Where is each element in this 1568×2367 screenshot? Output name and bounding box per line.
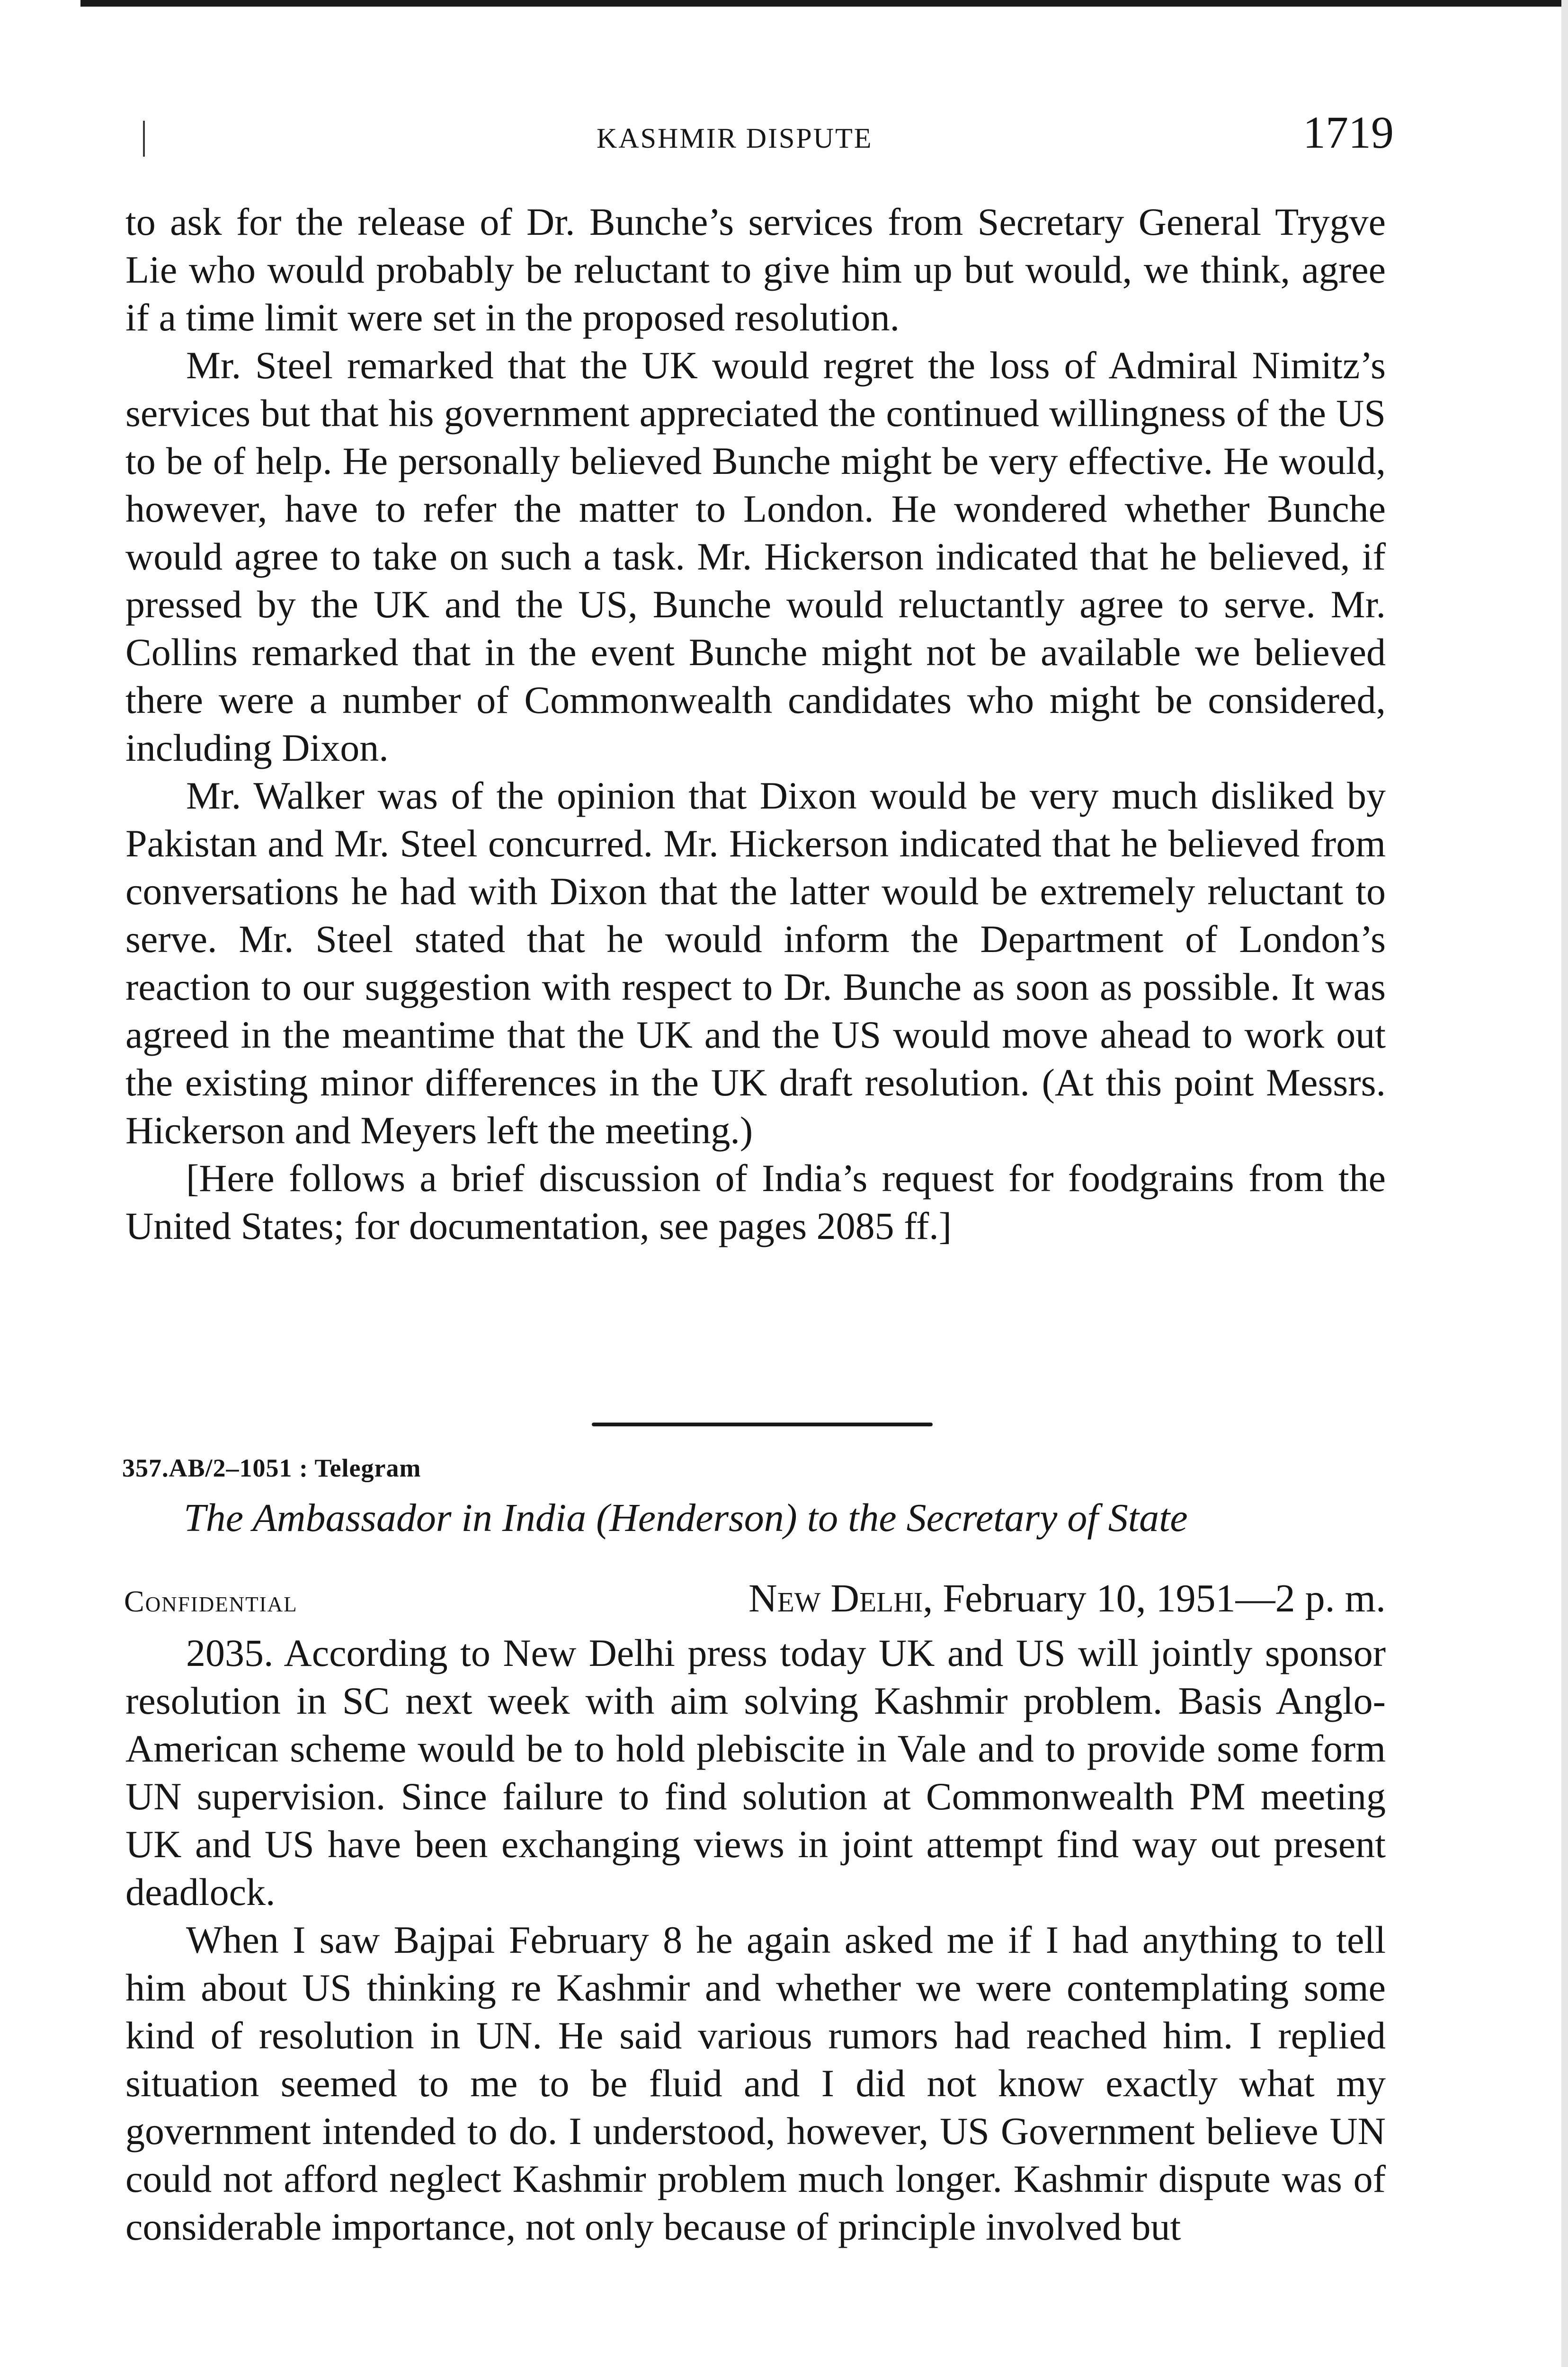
telegram-paragraph-2: When I saw Bajpai February 8 he again asked me if I had anything to tell him about US thinking re Kashmir and whether we were contemplating some kind of resolution in UN. He said various rumors had reached him. I replied situation seemed to me to be fluid and I did not know exactly what my government intended to do. I understood, however, US Government believe UN could not afford neglect Kashmir problem much longer. Kashmir dispute was of considerable importance, not only because of principle involved but <box>125 1918 1386 2248</box>
telegram-body <box>125 1581 1386 2251</box>
margin-mark <box>143 121 145 157</box>
top-scan-rule <box>80 0 1568 7</box>
dateline-date: February 10, 1951—2 p. m. <box>943 1576 1386 1620</box>
page-edge-shadow <box>1561 0 1568 2367</box>
memo-body <box>125 198 1386 1250</box>
document-heading: The Ambassador in India (Henderson) to the Secretary of State <box>184 1496 1188 1540</box>
page-number: 1719 <box>1303 107 1394 158</box>
file-reference: 357.AB/2–1051 : Telegram <box>122 1454 421 1482</box>
classification-label: Confidential <box>124 1584 298 1618</box>
section-divider <box>592 1423 933 1426</box>
telegram-paragraph-1: 2035. According to New Delhi press today UK and US will jointly sponsor resolution in SC next week with aim solving Kashmir problem. Basis Anglo-American scheme would be to hold plebiscite in Vale and to provide some form UN supervision. Since failure to find solution at Commonwealth PM meeting UK and US have been exchanging views in joint attempt find way out present deadlock. <box>125 1631 1386 1913</box>
memo-paragraph-2: Mr. Steel remarked that the UK would regret the loss of Admiral Nimitz’s services but that his government appreciated the continued willingness of the US to be of help. He personally believed Bunche might be very effective. He would, however, have to refer the matter to London. He wondered whether Bunche would agree to take on such a task. Mr. Hickerson indicated that he believed, if pressed by the UK and the US, Bunche would reluctantly agree to serve. Mr. Collins remarked that in the event Bunche might not be available we believed there were a number of Commonwealth candidates who might be considered, including Dixon. <box>125 344 1386 769</box>
editorial-note: [Here follows a brief discussion of India’s request for foodgrains from the United States; for documentation, see pages 2085 ff.] <box>125 1157 1386 1247</box>
running-head: KASHMIR DISPUTE <box>597 123 873 154</box>
memo-paragraph-1: to ask for the release of Dr. Bunche’s services from Secretary General Trygve Lie who would probably be reluctant to give him up but would, we think, agree if a time limit were set in the proposed resolution. <box>125 200 1386 339</box>
dateline-place: New Delhi, <box>748 1576 933 1620</box>
memo-paragraph-3: Mr. Walker was of the opinion that Dixon would be very much disliked by Pakistan and Mr. Steel concurred. Mr. Hickerson indicated that he believed from conversations he had with Dixon that the latter would be extremely reluctant to serve. Mr. Steel stated that he would inform the Department of London’s reaction to our suggestion with respect to Dr. Bunche as soon as possible. It was agreed in the meantime that the UK and the US would move ahead to work out the existing minor differences in the UK draft resolution. (At this point Messrs. Hickerson and Meyers left the meeting.) <box>125 774 1386 1152</box>
